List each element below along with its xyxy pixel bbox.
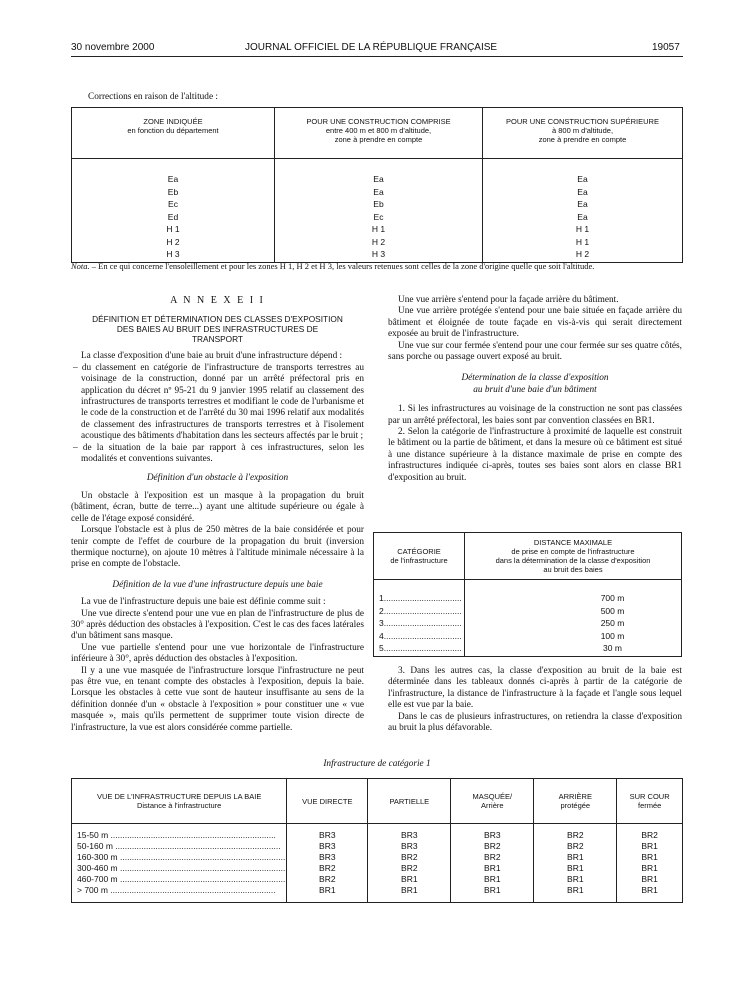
right-column [388,295,682,484]
left-column [71,295,364,733]
cat1-caption: Infrastructure de catégorie 1 [323,759,431,769]
distance-value: 100 m [600,630,625,641]
col3-head: POUR UNE CONSTRUCTION SUPÉRIEURE [506,117,659,126]
distance-values [465,580,682,657]
right-column-bottom [388,666,682,734]
table-row: 3................................. [379,618,462,628]
col1-sub: en fonction du département [127,126,219,135]
cat1-h-arriere2: protégée [560,801,591,810]
note-label: Nota. [71,261,90,271]
col3-sub1: à 800 m d'altitude, [551,126,614,135]
para-6: Une vue partielle s'entend pour une vue horizontale de l'infrastructure inférieure à 30°, après déduction des obstacles à l'exposition. [71,642,364,665]
distance-value: 500 m [600,605,625,616]
table-row: 15-50 m ...................................................................... [77,830,276,840]
dist-h2a: DISTANCE MAXIMALE [533,538,613,547]
para-7: Il y a une vue masquée de l'infrastructure lorsque l'infrastructure ne peut pas être vue, en tenant compte des obstacles à l'exposition, depuis la baie. Lorsque les obstacles à cette vue sont de hauteur insuffisante au sens de la définition donnée d'un « obstacle à l'exposition » pour constituer une « vue masquée », mais qu'ils permettent de supprimer toute vision directe de l'infrastructure, la vue est alors considérée comme partielle. [71,665,364,733]
distance-max-header [465,533,682,580]
heading-determination-2: au bruit d'une baie d'un bâtiment [473,384,597,395]
cat1-directe-header: VUE DIRECTE [287,779,368,824]
para-13: 3. Dans les autres cas, la classe d'exposition au bruit de la baie est déterminée dans les tableaux donnés ci-après à partir de la catégorie de l'infrastructure, la distance de l'infrastructure à la façade et l'angle sous lequel elle est vue par la baie. [388,666,682,711]
cat1-cour-header [617,779,683,824]
annexe-subtitle: DÉFINITION ET DÉTERMINATION DES CLASSES D'EXPOSITION DES BAIES AU BRUIT DES INFRASTRUCTURES DE TRANSPORT [92,314,343,345]
para-5: Une vue directe s'entend pour une vue en plan de l'infrastructure de plus de 30° après déduction des obstacles à l'exposition. C'est le cas des faces latérales d'un bâtiment sans masque. [71,608,364,642]
table-row: 50-160 m ...................................................................... [77,841,281,851]
para-14: Dans le cas de plusieurs infrastructures, on retiendra la classe d'exposition au bruit la plus défavorable. [388,711,682,734]
dist-h2d: au bruit des baies [543,565,603,574]
table-row: 460-700 m ...................................................................... [77,874,286,884]
distance-categories [374,580,465,657]
altitude-col2-values: Ea Ea Eb Ec H 1 H 2 H 3 [275,159,483,263]
table-row: 160-300 m ...................................................................... [77,852,286,862]
col3-sub2: zone à prendre en compte [538,135,627,144]
altitude-note [71,261,683,272]
cat1-h-masquee2: Arrière [481,801,504,810]
col2-head: POUR UNE CONSTRUCTION COMPRISE [306,117,451,126]
table-row: > 700 m ...................................................................... [77,885,276,895]
table-row: 5................................. [379,643,462,653]
distance-value: 250 m [600,618,625,628]
altitude-col1-values: Ea Eb Ec Ed H 1 H 2 H 3 [72,159,275,263]
cat1-arriere-column: BR2 BR2 BR1 BR1 BR1 BR1 [534,824,617,903]
table-row: 300-460 m ...................................................................... [77,863,286,873]
journal-title: JOURNAL OFFICIEL DE LA RÉPUBLIQUE FRANÇAISE [245,42,498,53]
cat1-h-cour2: fermée [637,801,662,810]
cat1-h-masquee1: MASQUÉE/ [472,792,513,801]
para-9: Une vue arrière protégée s'entend pour une baie située en façade arrière du bâtiment et éloignée de toute façade en vis-à-vis qui serait directement exposée au bruit de l'infrastructure. [388,306,682,340]
altitude-col3-header [483,108,683,159]
distance-value: 30 m [603,643,622,653]
table-row: 4................................. [379,630,462,641]
col1-head: ZONE INDIQUÉE [143,117,203,126]
distance-value: 700 m [600,593,625,603]
para-11: 1. Si les infrastructures au voisinage de la construction ne sont pas classées par un arrêté préfectoral, les baies sont par convention classées en BR1. [388,404,682,426]
altitude-col3-values: Ea Ea Ea Ea H 1 H 1 H 2 [483,159,683,263]
altitude-table [71,107,683,263]
col2-sub1: entre 400 m et 800 m d'altitude, [325,126,432,135]
cat1-h-vue1: VUE DE L'INFRASTRUCTURE DEPUIS LA BAIE [96,792,262,801]
altitude-col1-header [72,108,275,159]
header-date: 30 novembre 2000 [71,42,155,53]
para-2: Un obstacle à l'exposition est un masque à la propagation du bruit (bâtiment, écran, butte de terre...) ayant une altitude supérieure ou égale à celle de l'étage exposé considéré. [71,490,364,524]
cat1-directe-column: BR3 BR3 BR3 BR2 BR2 BR1 [287,824,368,903]
header-rule [71,56,683,57]
bullet-2: – de la situation de la baie par rapport à ces infrastructures, selon les modalités et conventions suivantes. [73,442,364,465]
cat1-distance-column [72,824,287,903]
dist-h1a: CATÉGORIE [397,547,441,556]
dist-h2b: de prise en compte de l'infrastructure [511,547,635,556]
para-3: Lorsque l'obstacle est à plus de 250 mètres de la baie considérée et pour tenir compte de l'effet de courbure de la propagation du bruit (inversion thermique nocturne), on ajoute 10 mètres à l'altitude minimale nécessaire à la prise en compte de l'obstacle. [71,525,364,570]
cat1-h-vue2: Distance à l'infrastructure [136,801,222,810]
cat1-masquee-column: BR3 BR2 BR2 BR1 BR1 BR1 [451,824,534,903]
cat1-partielle-header: PARTIELLE [368,779,451,824]
heading-determination-1: Détermination de la classe d'exposition [461,373,609,384]
cat1-h-arriere1: ARRIÈRE [558,792,592,801]
dist-h2c: dans la détermination de la classe d'exposition [495,556,651,565]
para-10: Une vue sur cour fermée s'entend pour une cour fermée sur ses quatre côtés, sans porche ou passage ouvert exposé au bruit. [388,340,682,363]
para-1: La classe d'exposition d'une baie au bruit d'une infrastructure dépend : [81,351,343,362]
para-4: La vue de l'infrastructure depuis une baie est définie comme suit : [81,597,326,608]
cat1-partielle-column: BR3 BR3 BR2 BR2 BR1 BR1 [368,824,451,903]
distance-category-header [374,533,465,580]
table-row: 1................................. [379,593,462,603]
bullet-1: – du classement en catégorie de l'infrastructure de transports terrestres au voisinage de la construction, donné par un arrêté préfectoral pris en application du décret nº 95-21 du 9 janvier 1995 relatif au classement des infrastructures de transports terrestres et modifiant le code de l'urbanisme et le code de la construction et de l'arrêté du 30 mai 1996 relatif aux modalités de classement des infrastructures de transports terrestres et à l'isolement acoustique des bâtiments d'habitation dans les secteurs affectés par le bruit ; [73,362,364,442]
category1-table [71,778,683,903]
cat1-masquee-header [451,779,534,824]
col2-sub2: zone à prendre en compte [334,135,423,144]
altitude-col2-header [275,108,483,159]
dist-h1b: de l'infrastructure [390,556,448,565]
cat1-arriere-header [534,779,617,824]
cat1-vue-header [72,779,287,824]
para-8: Une vue arrière s'entend pour la façade arrière du bâtiment. [398,295,619,305]
cat1-cour-column: BR2 BR1 BR1 BR1 BR1 BR1 [617,824,683,903]
para-12: 2. Selon la catégorie de l'infrastructure à proximité de laquelle est construit le bâtiment ou la partie de bâtiment, et dans la mesure où ce bâtiment est situé à une distance supérieure à la distance maximale de prise en compte des infrastructures indiquée ci-après, toutes ses baies sont alors en classe BR1 d'exposition au bruit. [388,427,682,483]
altitude-intro: Corrections en raison de l'altitude : [88,92,218,102]
note-text: – En ce qui concerne l'ensoleillement et pour les zones H 1, H 2 et H 3, les valeurs retenues sont celles de la zone d'origine quelle que soit l'altitude. [89,261,595,271]
annexe-title: A N N E X E I I [170,295,265,306]
heading-vue: Définition de la vue d'une infrastructure depuis une baie [112,579,323,590]
distance-table [373,532,682,657]
page-number: 19057 [652,42,680,53]
heading-obstacle: Définition d'un obstacle à l'exposition [146,473,289,484]
table-row: 2................................. [379,605,462,616]
cat1-h-cour1: SUR COUR [629,792,670,801]
